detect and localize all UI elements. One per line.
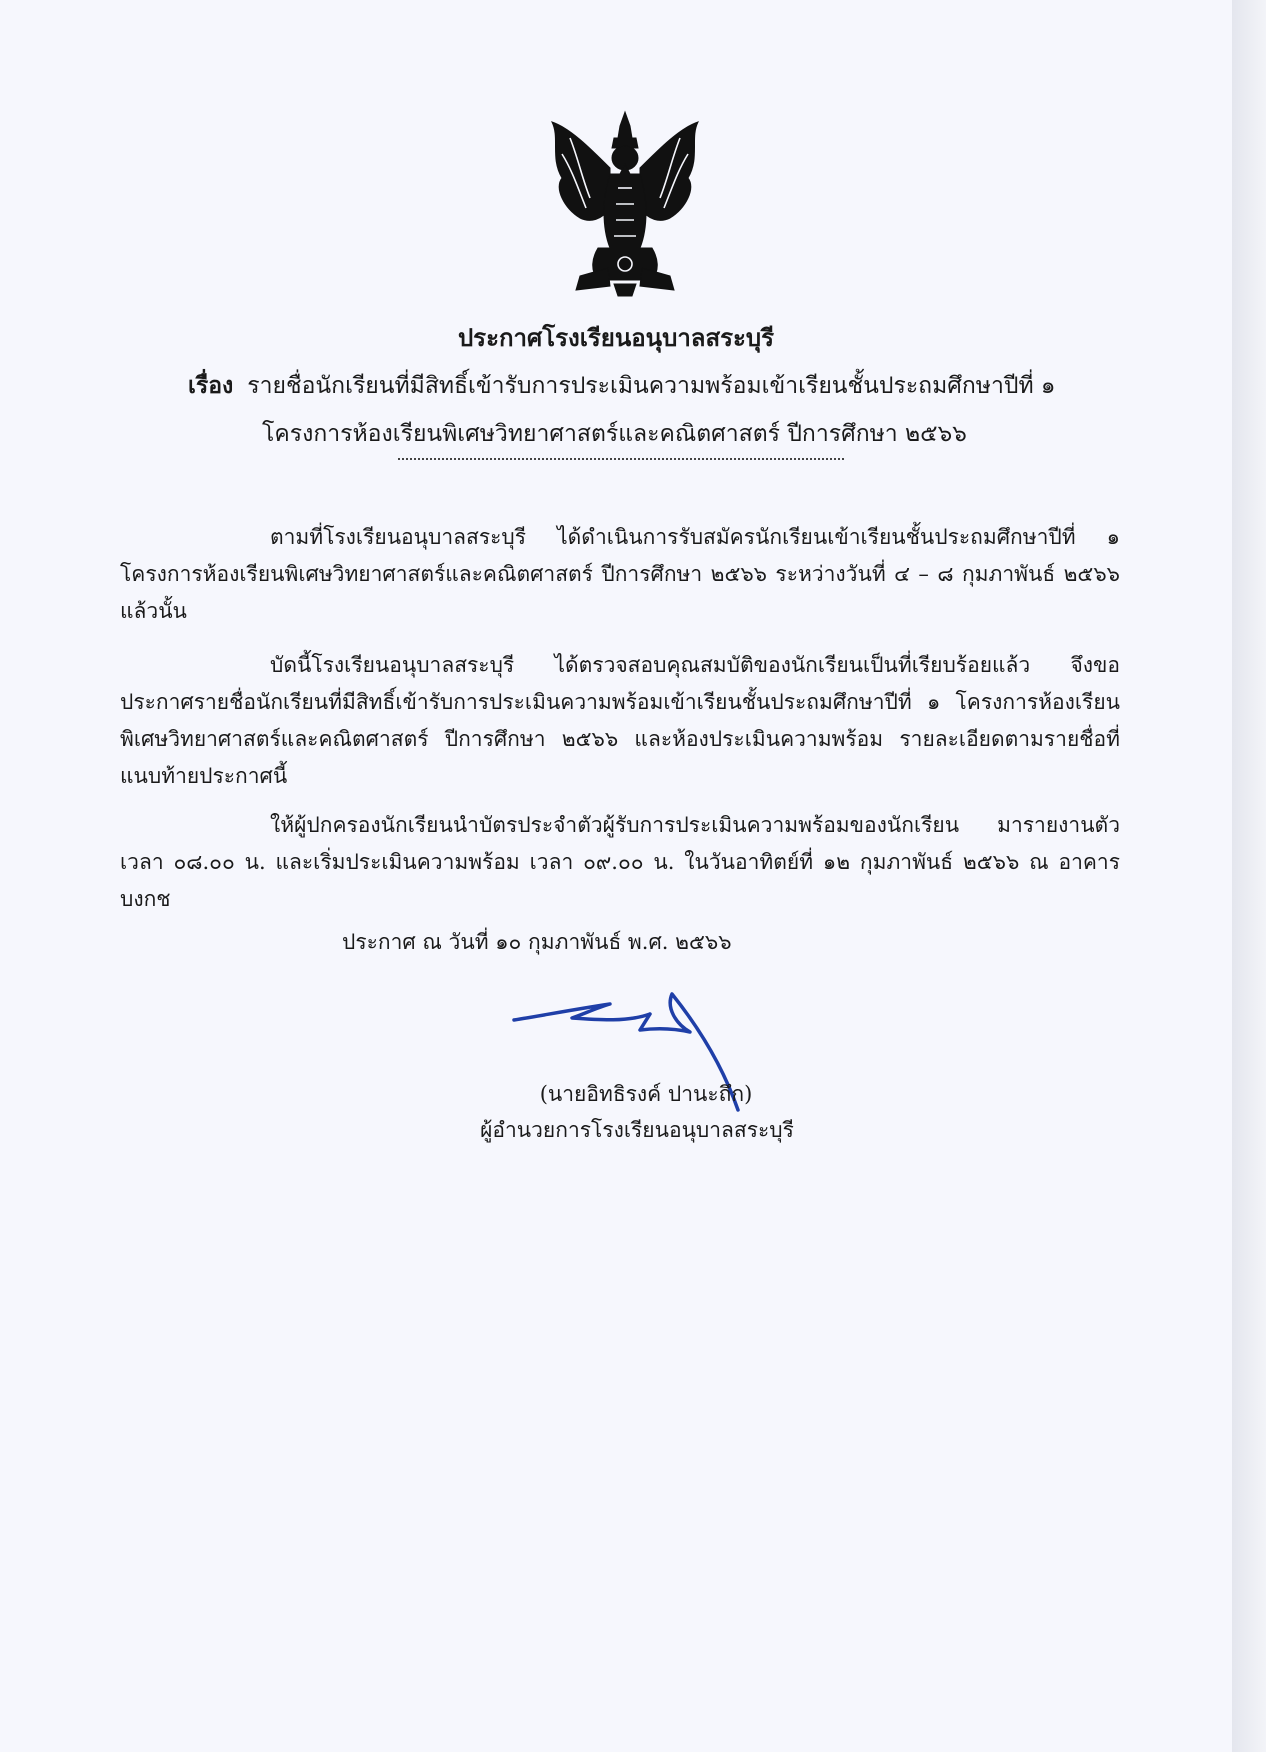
page-edge-shadow <box>1232 0 1266 1752</box>
body-paragraph-3: ให้ผู้ปกครองนักเรียนนำบัตรประจำตัวผู้รับการประเมินความพร้อมของนักเรียน มารายงานตัวเวลา ๐๘.๐๐ น. และเริ่มประเมินความพร้อม เวลา ๐๙.๐๐ น. ในวันอาทิตย์ที่ ๑๒ กุมภาพันธ์ ๒๕๖๖ ณ อาคารบงกช <box>120 813 1120 911</box>
subject-line-1: รายชื่อนักเรียนที่มีสิทธิ์เข้ารับการประเมินความพร้อมเข้าเรียนชั้นประถมศึกษาปีที่ ๑ <box>247 373 1056 399</box>
signer-name: (นายอิทธิรงค์ ปานะถึก) <box>539 1082 753 1106</box>
announcement-subject <box>188 362 1148 458</box>
signer-title: ผู้อำนวยการโรงเรียนอนุบาลสระบุรี <box>480 1118 794 1142</box>
announcement-title: ประกาศโรงเรียนอนุบาลสระบุรี <box>457 323 775 352</box>
garuda-emblem-icon <box>540 108 710 298</box>
body-paragraph-1: ตามที่โรงเรียนอนุบาลสระบุรี ได้ดำเนินการรับสมัครนักเรียนเข้าเรียนชั้นประถมศึกษาปีที่ ๑ โครงการห้องเรียนพิเศษวิทยาศาสตร์และคณิตศาสตร์ ปีการศึกษา ๒๕๖๖ ระหว่างวันที่ ๔ – ๘ กุมภาพันธ์ ๒๕๖๖ แล้วนั้น <box>120 525 1120 623</box>
body-paragraph-2: บัดนี้โรงเรียนอนุบาลสระบุรี ได้ตรวจสอบคุณสมบัติของนักเรียนเป็นที่เรียบร้อยแล้ว จึงขอประกาศรายชื่อนักเรียนที่มีสิทธิ์เข้ารับการประเมินความพร้อมเข้าเรียนชั้นประถมศึกษาปีที่ ๑ โครงการห้องเรียนพิเศษวิทยาศาสตร์และคณิตศาสตร์ ปีการศึกษา ๒๕๖๖ และห้องประเมินความพร้อม รายละเอียดตามรายชื่อที่แนบท้ายประกาศนี้ <box>120 653 1120 788</box>
subject-label: เรื่อง <box>188 372 234 399</box>
subject-line-2: โครงการห้องเรียนพิเศษวิทยาศาสตร์และคณิตศาสตร์ ปีการศึกษา ๒๕๖๖ <box>262 421 967 447</box>
announcement-dateline: ประกาศ ณ วันที่ ๑๐ กุมภาพันธ์ พ.ศ. ๒๕๖๖ <box>342 930 732 954</box>
dotted-separator <box>398 458 844 460</box>
